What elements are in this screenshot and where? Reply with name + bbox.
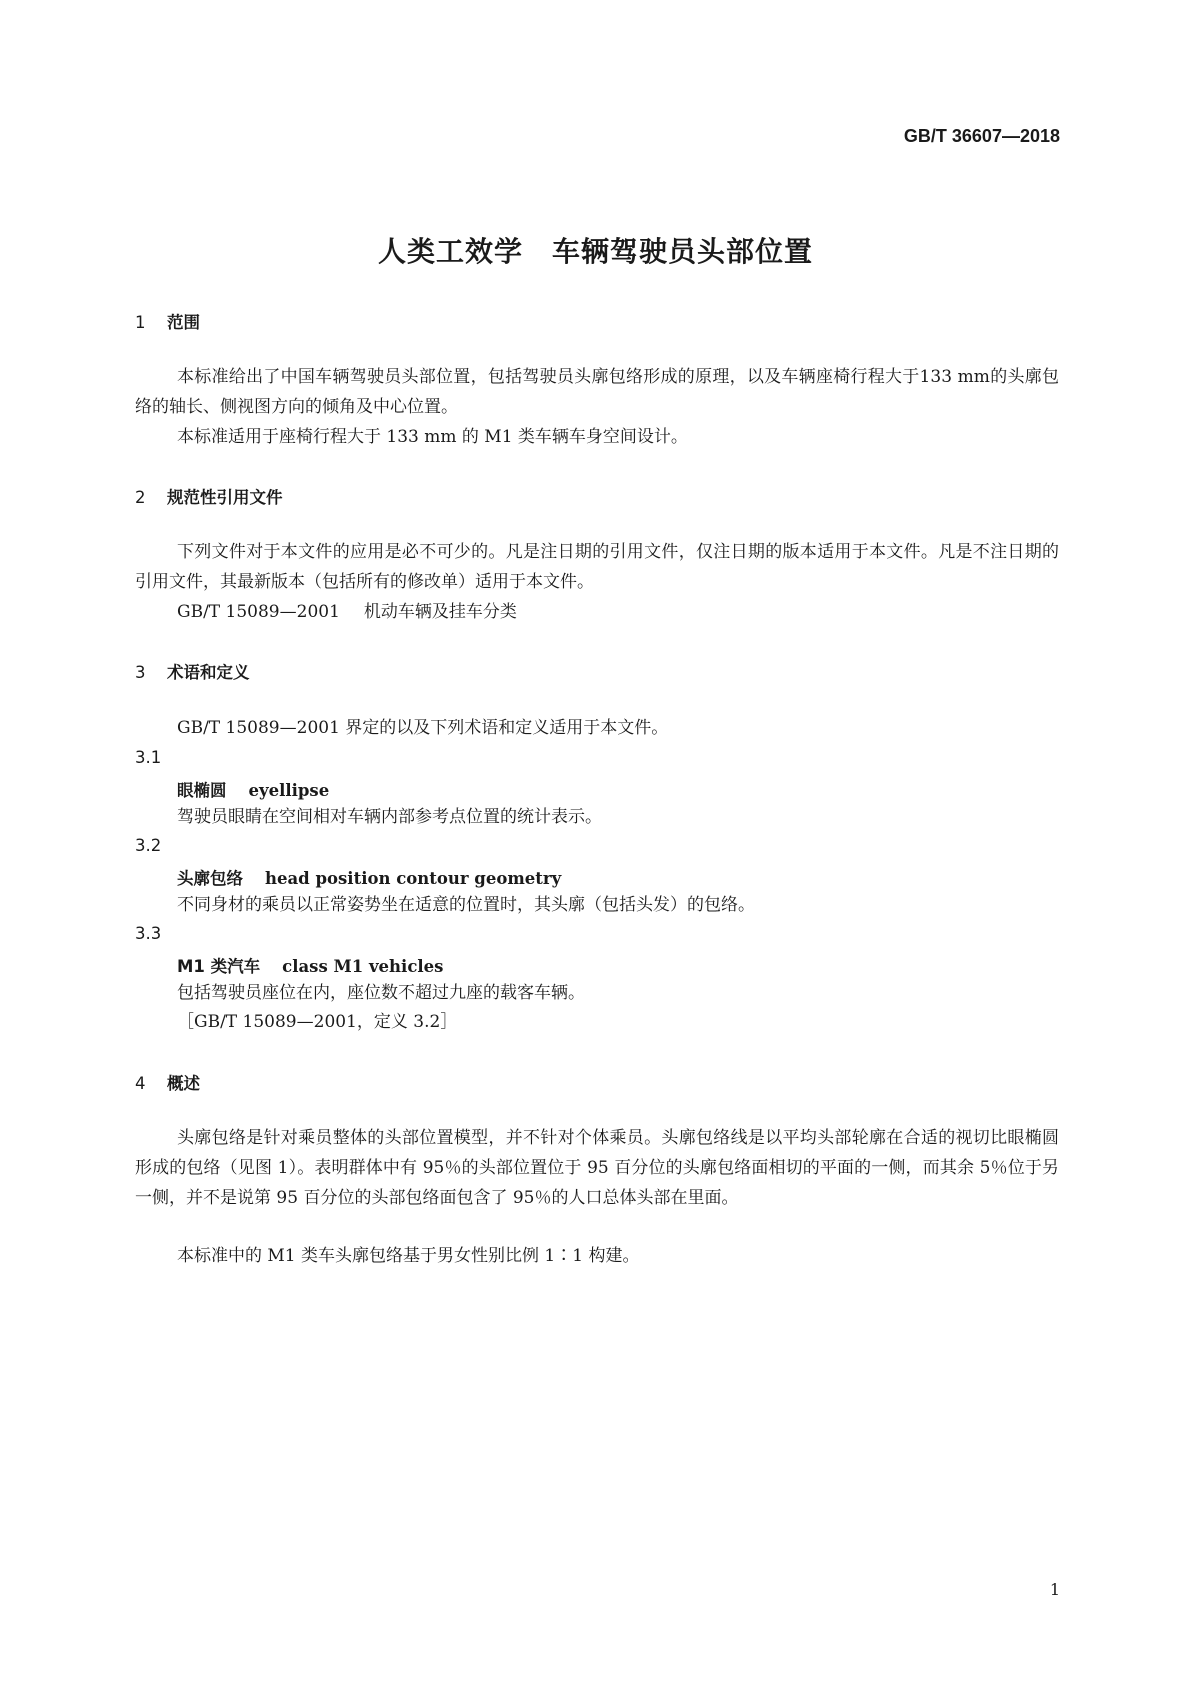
section-number: 2 — [135, 488, 146, 507]
term-zh: 头廓包络 — [177, 869, 243, 888]
section-title: 概述 — [167, 1074, 200, 1093]
term-entry — [177, 953, 443, 977]
term-source: ［GB/T 15089—2001，定义 3.2］ — [177, 1012, 458, 1032]
section-title: 术语和定义 — [167, 663, 250, 682]
term-number: 3.2 — [135, 836, 162, 855]
reference-code: GB/T 15089—2001 — [177, 602, 340, 622]
paragraph: 本标准中的 M1 类车头廓包络基于男女性别比例 1∶1 构建。 — [177, 1246, 640, 1266]
term-entry — [177, 777, 329, 801]
term-en: eyellipse — [248, 781, 330, 800]
section-number: 4 — [135, 1074, 146, 1093]
term-zh: M1 类汽车 — [177, 957, 261, 976]
section-title: 范围 — [167, 313, 200, 332]
term-definition: 包括驾驶员座位在内，座位数不超过九座的载客车辆。 — [177, 983, 585, 1003]
section-number: 3 — [135, 663, 146, 682]
term-definition: 驾驶员眼睛在空间相对车辆内部参考点位置的统计表示。 — [177, 807, 602, 827]
paragraph: 头廓包络是针对乘员整体的头部位置模型，并不针对个体乘员。头廓包络线是以平均头部轮廓在合适的视切比眼椭圆形成的包络（见图 1）。表明群体中有 95％的头部位置位于 95 百分位的头廓包络面相切的平面的一侧，而其余 5％位于另一侧，并不是说第 95 百分位的头部包络面包含了 95％的人口总体头部在里面。 — [135, 1128, 1059, 1208]
section-heading-terms — [135, 659, 250, 683]
section-title: 规范性引用文件 — [167, 488, 283, 507]
term-entry — [177, 865, 561, 889]
paragraph: 下列文件对于本文件的应用是必不可少的。凡是注日期的引用文件，仅注日期的版本适用于本文件。凡是不注日期的引用文件，其最新版本（包括所有的修改单）适用于本文件。 — [135, 542, 1059, 592]
standard-number: GB/T 36607—2018 — [903, 126, 1060, 146]
term-number: 3.1 — [135, 748, 162, 767]
page-number: 1 — [1049, 1580, 1060, 1599]
term-number: 3.3 — [135, 924, 162, 943]
section-number: 1 — [135, 313, 146, 332]
paragraph: 本标准给出了中国车辆驾驶员头部位置，包括驾驶员头廓包络形成的原理，以及车辆座椅行程大于133 mm的头廓包络的轴长、侧视图方向的倾角及中心位置。 — [135, 367, 1059, 417]
section-heading-overview — [135, 1070, 200, 1094]
term-en: head position contour geometry — [265, 869, 562, 888]
term-definition: 不同身材的乘员以正常姿势坐在适意的位置时，其头廓（包括头发）的包络。 — [177, 895, 755, 915]
term-en: class M1 vehicles — [282, 957, 444, 976]
paragraph: GB/T 15089—2001 界定的以及下列术语和定义适用于本文件。 — [177, 718, 669, 738]
reference-entry — [177, 597, 517, 627]
section-heading-scope — [135, 309, 200, 333]
paragraph: 本标准适用于座椅行程大于 133 mm 的 M1 类车辆车身空间设计。 — [177, 427, 688, 447]
reference-title: 机动车辆及挂车分类 — [363, 602, 517, 622]
document-title: 人类工效学 车辆驾驶员头部位置 — [377, 235, 813, 268]
section-heading-normative-references — [135, 484, 283, 508]
term-zh: 眼椭圆 — [177, 781, 227, 800]
